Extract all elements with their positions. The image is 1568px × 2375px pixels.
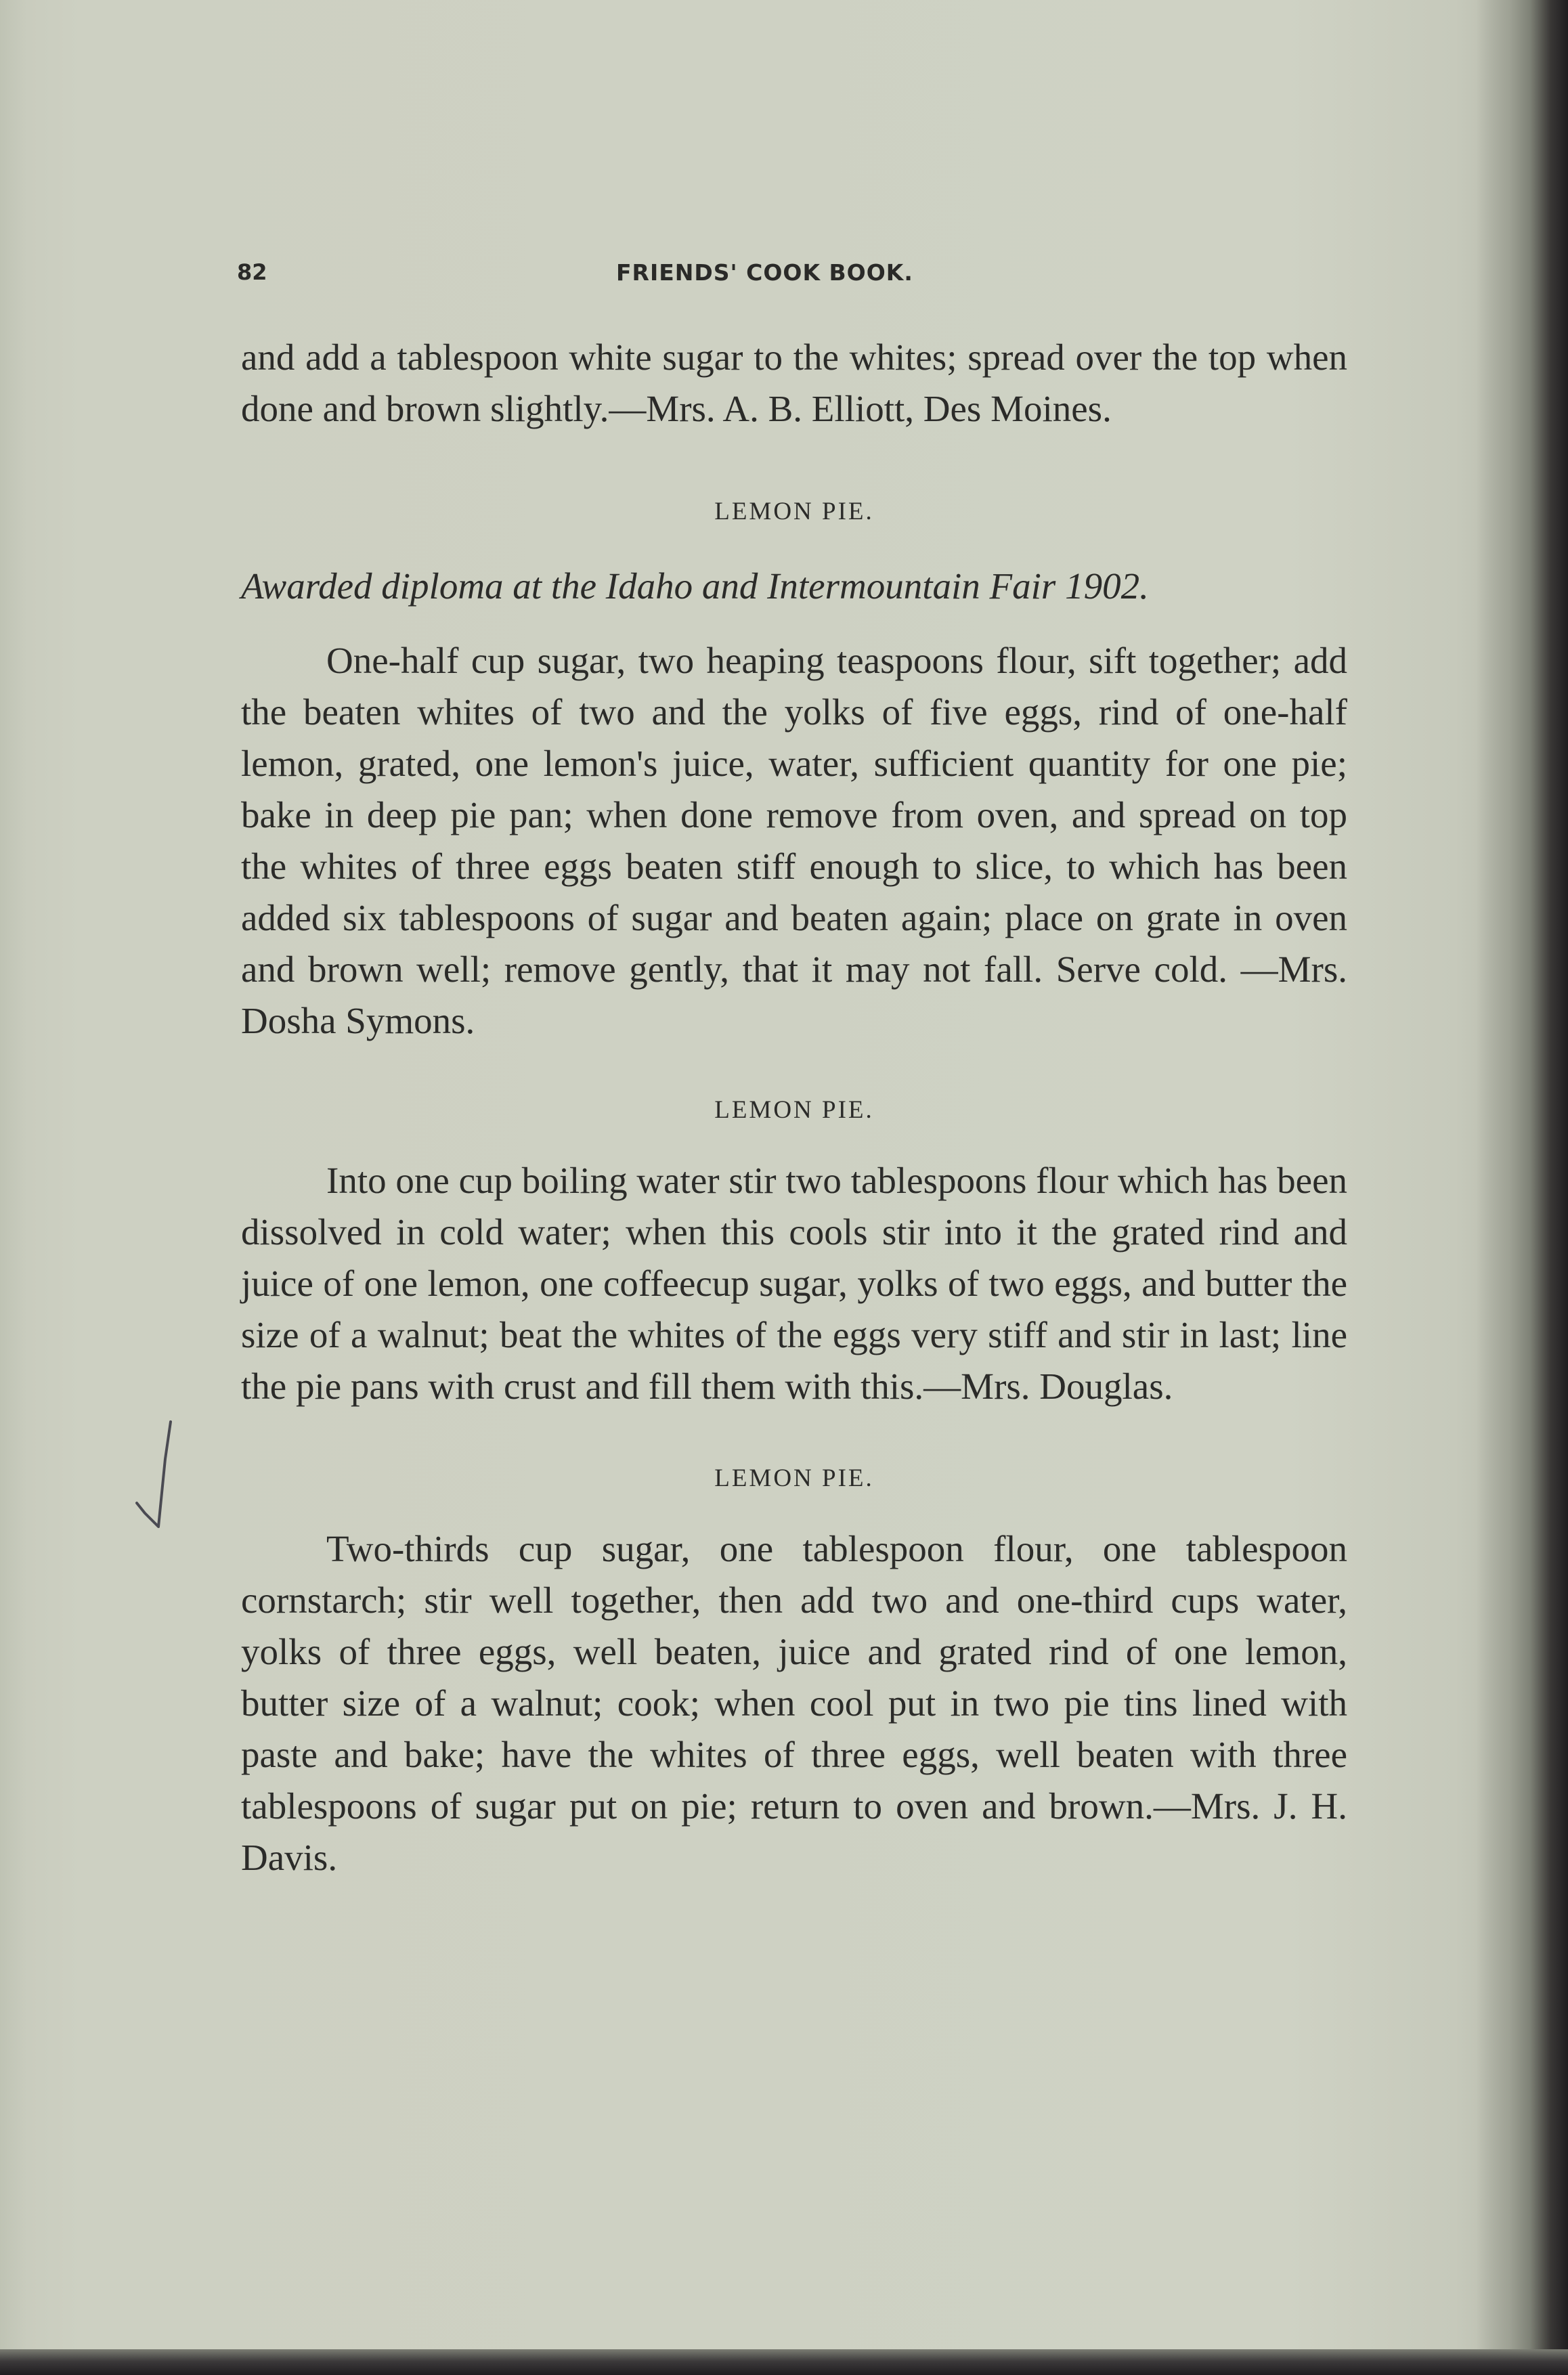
recipe-2-body: Into one cup boiling water stir two tablespoons flour which has been dissolved in cold water; when this cools stir into it the grated rind and juice of one lemon, one coffeecup sugar, yolks of two eggs, and butter the size of a walnut; beat the whites of the eggs very stiff and stir in last; line the pie pans with crust and fill them with this.—Mrs. Douglas. xyxy=(241,1160,1347,1407)
recipe-3-body: Two-thirds cup sugar, one tablespoon flour, one tablespoon cornstarch; stir well together, then add two and one-third cups water, yolks of three eggs, well beaten, juice and grated rind of one lemon, butter size of a walnut; cook; when cool put in two pie tins lined with paste and bake; have the whites of three eggs, well beaten with three tablespoons of sugar put on pie; return to oven and brown.—Mrs. J. H. Davis. xyxy=(241,1528,1347,1878)
recipe-1-title: LEMON PIE. xyxy=(714,498,874,525)
recipe-1-body: One-half cup sugar, two heaping teaspoons flour, sift together; add the beaten whites of two and the yolks of five eggs, rind of one-half lemon, grated, one lemon's juice, water, sufficient quantity for one pie; bake in deep pie pan; when done remove from oven, and spread on top the whites of three eggs beaten stiff enough to slice, to which has been added six tablespoons of sugar and beaten again; place on grate in oven and brown well; remove gently, that it may not fall. Serve cold. —Mrs. Dosha Symons. xyxy=(241,640,1347,1041)
page-number: 82 xyxy=(237,259,267,285)
book-bottom-edge xyxy=(0,2349,1568,2375)
recipe-3-title: LEMON PIE. xyxy=(714,1464,874,1492)
running-head: FRIENDS' COOK BOOK. xyxy=(616,259,913,286)
intro-paragraph: and add a tablespoon white sugar to the whites; spread over the top when done and brown slightly.—Mrs. A. B. Elliott, Des Moines. xyxy=(241,336,1347,429)
pencil-check-mark xyxy=(130,1418,184,1533)
book-spine-edge xyxy=(1476,0,1568,2375)
page-header xyxy=(237,259,1347,293)
recipe-1-award: Awarded diploma at the Idaho and Intermountain Fair 1902. xyxy=(241,565,1149,607)
page-text xyxy=(241,332,1347,1883)
recipe-2-title: LEMON PIE. xyxy=(714,1096,874,1124)
